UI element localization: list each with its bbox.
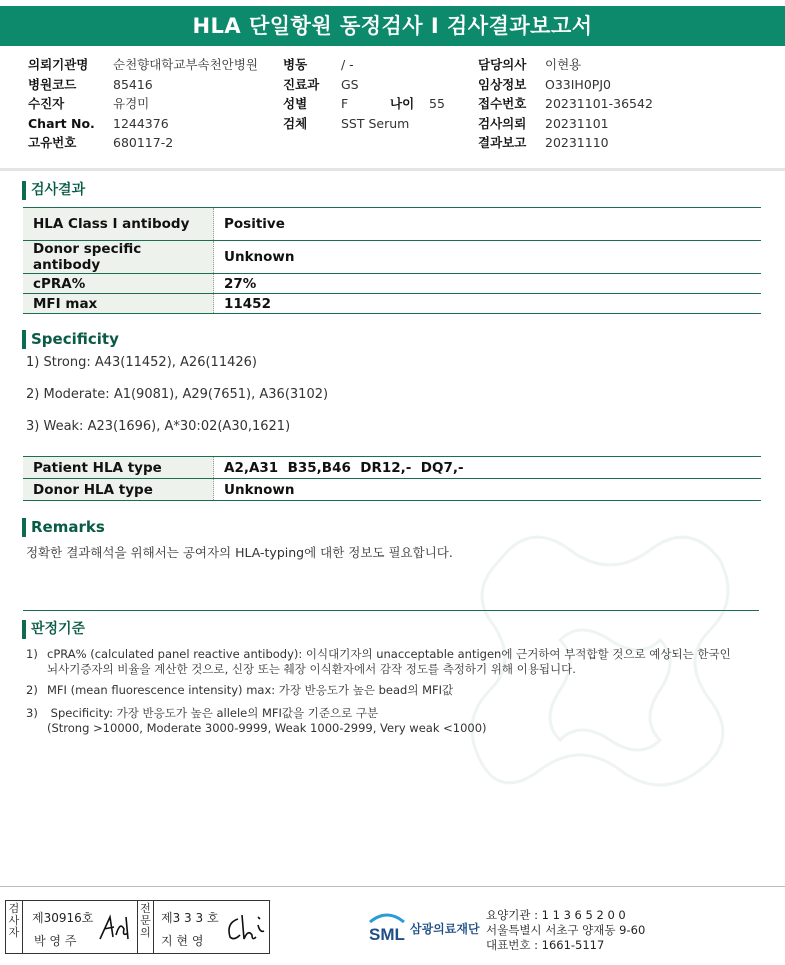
info-value: GS xyxy=(341,76,359,92)
info-row xyxy=(28,114,258,134)
info-value: 85416 xyxy=(113,76,153,92)
info-label: 수진자 xyxy=(28,96,65,111)
info-row xyxy=(28,75,258,95)
org-phone: 대표번호 : 1661-5117 xyxy=(486,938,605,952)
specificity-line: 2) Moderate: A1(9081), A29(7651), A36(3102) xyxy=(26,387,329,402)
result-label: MFI max xyxy=(23,294,214,314)
info-row xyxy=(283,75,445,95)
hla-value: Unknown xyxy=(214,479,762,501)
info-value: 이현용 xyxy=(545,57,582,72)
info-row xyxy=(283,55,445,75)
examiner-signature-icon xyxy=(98,913,134,945)
results-heading: 검사결과 xyxy=(22,181,85,200)
specificity-line: 3) Weak: A23(1696), A*30:02(A30,1621) xyxy=(26,419,291,434)
org-code: 요양기관 : 1 1 3 6 5 2 0 0 xyxy=(486,908,626,922)
table-row xyxy=(23,294,761,314)
result-value: Unknown xyxy=(214,241,762,274)
signature-box xyxy=(5,900,270,954)
info-row xyxy=(283,94,445,114)
section-divider xyxy=(23,610,759,611)
table-row xyxy=(23,479,761,501)
info-label: 진료과 xyxy=(283,76,320,92)
info-row xyxy=(478,55,653,75)
age-value: 55 xyxy=(429,96,445,111)
footer-divider xyxy=(0,886,785,887)
info-label: 병원코드 xyxy=(28,76,77,92)
hla-table xyxy=(23,456,761,501)
info-row xyxy=(478,133,653,153)
info-value: 1244376 xyxy=(113,115,169,131)
info-row xyxy=(478,114,653,134)
org-address: 서울특별시 서초구 양재동 9-60 xyxy=(486,923,646,937)
info-label: 의뢰기관명 xyxy=(28,57,89,72)
criteria-item xyxy=(26,647,731,677)
specificity-line: 1) Strong: A43(11452), A26(11426) xyxy=(26,355,257,370)
header-divider xyxy=(0,168,785,171)
info-label: 성별 xyxy=(283,96,308,111)
info-label: Chart No. xyxy=(28,115,95,131)
info-label: 접수번호 xyxy=(478,96,527,111)
result-label: Donor specific antibody xyxy=(23,241,214,274)
result-label: HLA Class I antibody xyxy=(23,208,214,241)
result-value: Positive xyxy=(214,208,762,241)
info-value: 순천향대학교부속천안병원 xyxy=(113,57,258,72)
info-label: 고유번호 xyxy=(28,135,77,150)
table-row xyxy=(23,457,761,479)
result-value: 11452 xyxy=(214,294,762,314)
info-value: O33IH0PJ0 xyxy=(545,76,611,92)
info-value: 20231101 xyxy=(545,115,609,131)
results-table xyxy=(23,207,761,314)
criteria-text: cPRA% (calculated panel reactive antibody): 이식대기자의 unacceptable antigen에 근거하여 부적합할 것으로 예상되는 한국인 xyxy=(47,647,731,661)
info-row xyxy=(283,114,445,134)
info-row xyxy=(478,75,653,95)
info-row xyxy=(28,94,258,114)
info-value: F xyxy=(341,96,349,111)
org-info xyxy=(486,908,645,953)
header-col1 xyxy=(28,55,258,153)
criteria-text: Specificity: 가장 반응도가 높은 allele의 MFI값을 기준으로 구분 xyxy=(47,706,379,720)
criteria-num: 3) xyxy=(26,706,38,720)
remarks-text: 정확한 결과해석을 위해서는 공여자의 HLA-typing에 대한 정보도 필요합니다. xyxy=(26,545,453,560)
info-value: 20231101-36542 xyxy=(545,96,653,111)
hla-label: Patient HLA type xyxy=(23,457,214,479)
criteria-text: 뇌사기증자의 비율을 계산한 것으로, 신장 또는 췌장 이식환자에서 감작 정도를 측정하기 위해 이용됩니다. xyxy=(47,662,576,676)
info-label: 담당의사 xyxy=(478,57,527,72)
examiner-name: 박 영 주 xyxy=(34,934,77,948)
info-value: / - xyxy=(341,57,354,72)
logo-text: SML xyxy=(369,925,405,944)
criteria-num: 2) xyxy=(26,683,38,697)
result-value: 27% xyxy=(214,274,762,294)
org-name: 삼광의료재단 xyxy=(410,922,480,936)
criteria-num: 1) xyxy=(26,647,38,661)
remarks-heading: Remarks xyxy=(22,518,105,537)
table-row xyxy=(23,208,761,241)
criteria-text: (Strong >10000, Moderate 3000-9999, Weak 1000-2999, Very weak <1000) xyxy=(47,721,487,735)
info-value: SST Serum xyxy=(341,115,410,131)
info-label: 임상정보 xyxy=(478,76,527,92)
header-col3 xyxy=(478,55,653,153)
info-label: 검체 xyxy=(283,115,308,131)
hla-value: A2,A31 B35,B46 DR12,- DQ7,- xyxy=(214,457,762,479)
table-row xyxy=(23,274,761,294)
specificity-heading: Specificity xyxy=(22,330,119,349)
examiner-label: 검사자 xyxy=(6,901,23,953)
watermark-logo-icon xyxy=(440,480,785,880)
confirmer-signature-icon xyxy=(224,911,266,945)
result-label: cPRA% xyxy=(23,274,214,294)
criteria-item xyxy=(26,706,487,736)
info-row xyxy=(28,133,258,153)
info-label: 병동 xyxy=(283,57,308,72)
info-row xyxy=(28,55,258,75)
examiner-license: 제30916호 xyxy=(32,911,94,925)
info-row xyxy=(478,94,653,114)
confirmer-license: 제3 3 3 호 xyxy=(161,911,219,925)
info-value: 20231110 xyxy=(545,135,609,150)
criteria-text: MFI (mean fluorescence intensity) max: 가장 반응도가 높은 bead의 MFI값 xyxy=(47,683,454,697)
sml-logo-icon xyxy=(366,908,408,946)
confirmer-label: 전문의 xyxy=(137,901,154,953)
criteria-heading: 판정기준 xyxy=(22,620,85,639)
header-col2 xyxy=(283,55,445,133)
info-label: 결과보고 xyxy=(478,135,527,150)
confirmer-name: 지 현 영 xyxy=(161,934,204,948)
report-title: HLA 단일항원 동정검사 I 검사결과보고서 xyxy=(0,6,785,46)
table-row xyxy=(23,241,761,274)
criteria-item xyxy=(26,683,453,698)
info-label: 검사의뢰 xyxy=(478,115,527,131)
info-value: 680117-2 xyxy=(113,135,174,150)
hla-label: Donor HLA type xyxy=(23,479,214,501)
info-value: 유경미 xyxy=(113,96,150,111)
age-label: 나이 xyxy=(390,96,415,111)
